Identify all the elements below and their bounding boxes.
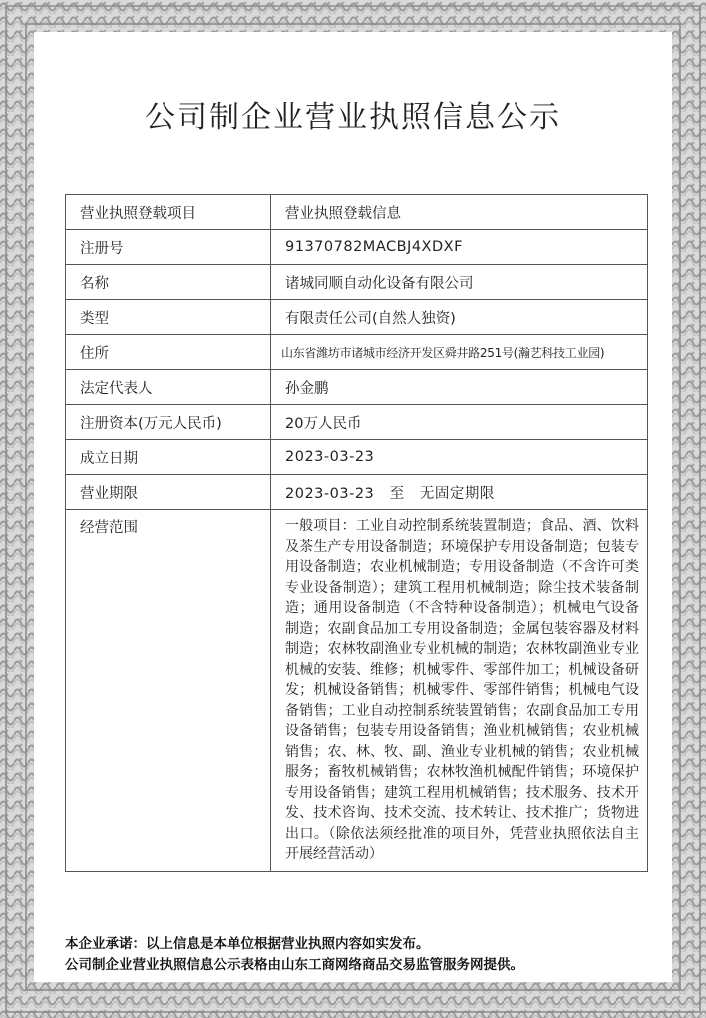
row-value: 有限责任公司(自然人独资) — [271, 300, 648, 335]
page-title: 公司制企业营业执照信息公示 — [145, 100, 561, 135]
license-info-table — [65, 194, 648, 872]
row-value: 诸城同顺自动化设备有限公司 — [271, 265, 648, 300]
row-value: 91370782MACBJ4XDXF — [271, 230, 648, 265]
table-row-legal-rep — [66, 370, 648, 405]
table-row-address — [66, 335, 648, 370]
table-row-type — [66, 300, 648, 335]
row-key: 住所 — [66, 335, 271, 370]
table-row-capital — [66, 405, 648, 440]
footer-provider: 公司制企业营业执照信息公示表格由山东工商网络商品交易监管服务网提供。 — [65, 957, 524, 973]
row-key: 法定代表人 — [66, 370, 271, 405]
row-key: 成立日期 — [66, 440, 271, 475]
footer-commitment: 本企业承诺：以上信息是本单位根据营业执照内容如实发布。 — [65, 936, 430, 952]
row-value: 20万人民币 — [271, 405, 648, 440]
row-key: 营业期限 — [66, 475, 271, 510]
row-value: 2023-03-23 — [271, 440, 648, 475]
table-header-row — [66, 195, 648, 230]
row-key: 名称 — [66, 265, 271, 300]
table-row-reg-no — [66, 230, 648, 265]
footer-notes — [65, 934, 665, 976]
table-row-est-date — [66, 440, 648, 475]
header-value: 营业执照登载信息 — [271, 195, 648, 230]
row-value: 孙金鹏 — [271, 370, 648, 405]
row-key: 类型 — [66, 300, 271, 335]
table-row-scope — [66, 510, 648, 872]
row-value — [271, 510, 648, 872]
row-key: 注册资本(万元人民币) — [66, 405, 271, 440]
business-scope-text: 一般项目：工业自动控制系统装置制造；食品、酒、饮料及茶生产专用设备制造；环境保护专用设备制造；包装专用设备制造；农业机械制造；专用设备制造（不含许可类专业设备制造）；建筑工程用机械制造；除尘技术装备制造；通用设备制造（不含特种设备制造）；机械电气设备制造；农副食品加工专用设备制造；金属包装容器及材料制造；农林牧副渔业专业机械的制造；农林牧副渔业专业机械的安装、维修；机械零件、零部件加工；机械设备研发；机械设备销售；机械零件、零部件销售；机械电气设备销售；工业自动控制系统装置销售；农副食品加工专用设备销售；包装专用设备销售；渔业机械销售；农业机械销售；农、林、牧、副、渔业专业机械的销售；农业机械服务；畜牧机械销售；农林牧渔机械配件销售；环境保护专用设备销售；建筑工程用机械销售；技术服务、技术开发、技术咨询、技术交流、技术转让、技术推广；货物进出口。（除依法须经批准的项目外，凭营业执照依法自主开展经营活动） — [285, 518, 639, 862]
row-value: 2023-03-23 至 无固定期限 — [271, 475, 648, 510]
row-key: 经营范围 — [66, 510, 271, 872]
row-key: 注册号 — [66, 230, 271, 265]
row-value: 山东省潍坊市诸城市经济开发区舜井路251号(瀚艺科技工业园) — [271, 335, 648, 370]
table-row-term — [66, 475, 648, 510]
header-key: 营业执照登载项目 — [66, 195, 271, 230]
table-row-name — [66, 265, 648, 300]
